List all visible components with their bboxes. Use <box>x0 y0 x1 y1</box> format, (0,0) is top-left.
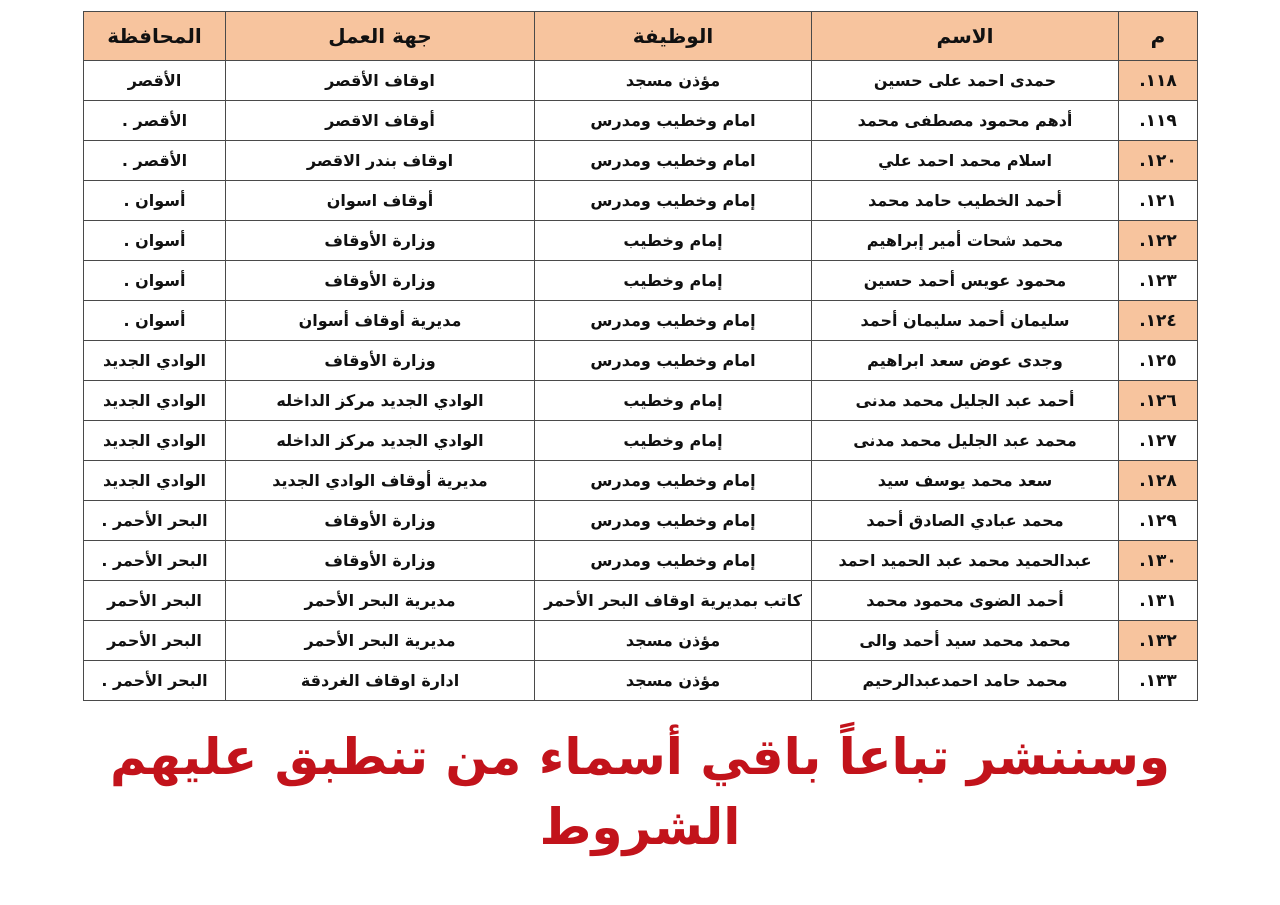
cell-governorate: البحر الأحمر . <box>84 661 226 701</box>
header-num: م <box>1119 12 1198 61</box>
cell-employer: اوقاف بندر الاقصر <box>226 141 535 181</box>
header-employer: جهة العمل <box>226 12 535 61</box>
cell-num: ١٢٨. <box>1119 461 1198 501</box>
cell-name: أحمد عبد الجليل محمد مدنى <box>812 381 1119 421</box>
table-row <box>84 341 1198 381</box>
table-row <box>84 621 1198 661</box>
header-row <box>84 12 1198 61</box>
header-name: الاسم <box>812 12 1119 61</box>
cell-governorate: البحر الأحمر <box>84 621 226 661</box>
header-job: الوظيفة <box>535 12 812 61</box>
cell-job: إمام وخطيب ومدرس <box>535 181 812 221</box>
cell-name: محمد شحات أمير إبراهيم <box>812 221 1119 261</box>
cell-name: سعد محمد يوسف سيد <box>812 461 1119 501</box>
cell-job: إمام وخطيب ومدرس <box>535 301 812 341</box>
cell-name: أحمد الضوى محمود محمد <box>812 581 1119 621</box>
cell-job: كاتب بمديرية اوقاف البحر الأحمر <box>535 581 812 621</box>
cell-name: وجدى عوض سعد ابراهيم <box>812 341 1119 381</box>
cell-employer: مديرية البحر الأحمر <box>226 621 535 661</box>
cell-governorate: الوادي الجديد <box>84 421 226 461</box>
cell-governorate: الوادي الجديد <box>84 381 226 421</box>
cell-employer: الوادي الجديد مركز الداخله <box>226 421 535 461</box>
cell-job: إمام وخطيب ومدرس <box>535 501 812 541</box>
cell-governorate: الأقصر . <box>84 141 226 181</box>
cell-name: محمد عبادي الصادق أحمد <box>812 501 1119 541</box>
table-row <box>84 141 1198 181</box>
cell-num: ١٣٢. <box>1119 621 1198 661</box>
footer-notice: وسننشر تباعاً باقي أسماء من تنطبق عليهم الشروط <box>110 728 1170 856</box>
cell-employer: مديرية البحر الأحمر <box>226 581 535 621</box>
cell-name: حمدى احمد على حسين <box>812 61 1119 101</box>
roster-table <box>83 11 1198 701</box>
cell-job: إمام وخطيب ومدرس <box>535 541 812 581</box>
cell-num: ١١٨. <box>1119 61 1198 101</box>
cell-num: ١٢١. <box>1119 181 1198 221</box>
cell-num: ١٢٩. <box>1119 501 1198 541</box>
cell-employer: اوقاف الأقصر <box>226 61 535 101</box>
cell-job: إمام وخطيب <box>535 261 812 301</box>
cell-employer: الوادي الجديد مركز الداخله <box>226 381 535 421</box>
cell-governorate: البحر الأحمر . <box>84 541 226 581</box>
cell-governorate: أسوان . <box>84 181 226 221</box>
cell-num: ١٣٣. <box>1119 661 1198 701</box>
table-row <box>84 181 1198 221</box>
cell-job: مؤذن مسجد <box>535 61 812 101</box>
cell-employer: وزارة الأوقاف <box>226 541 535 581</box>
cell-employer: ادارة اوقاف الغردقة <box>226 661 535 701</box>
cell-num: ١٢٧. <box>1119 421 1198 461</box>
cell-num: ١٢٢. <box>1119 221 1198 261</box>
cell-job: إمام وخطيب ومدرس <box>535 461 812 501</box>
cell-job: مؤذن مسجد <box>535 661 812 701</box>
table-row <box>84 661 1198 701</box>
cell-name: محمد حامد احمدعبدالرحيم <box>812 661 1119 701</box>
cell-num: ١٢٦. <box>1119 381 1198 421</box>
cell-governorate: الوادي الجديد <box>84 461 226 501</box>
cell-job: امام وخطيب ومدرس <box>535 341 812 381</box>
cell-name: محمد محمد سيد أحمد والى <box>812 621 1119 661</box>
cell-name: عبدالحميد محمد عبد الحميد احمد <box>812 541 1119 581</box>
cell-governorate: أسوان . <box>84 261 226 301</box>
cell-job: امام وخطيب ومدرس <box>535 141 812 181</box>
cell-governorate: أسوان . <box>84 301 226 341</box>
table-row <box>84 421 1198 461</box>
cell-job: إمام وخطيب <box>535 421 812 461</box>
cell-num: ١٢٠. <box>1119 141 1198 181</box>
cell-employer: وزارة الأوقاف <box>226 221 535 261</box>
cell-governorate: الأقصر <box>84 61 226 101</box>
roster-sheet <box>83 11 1197 701</box>
cell-name: اسلام محمد احمد علي <box>812 141 1119 181</box>
cell-governorate: البحر الأحمر . <box>84 501 226 541</box>
cell-num: ١٢٥. <box>1119 341 1198 381</box>
cell-job: إمام وخطيب <box>535 381 812 421</box>
cell-num: ١٢٤. <box>1119 301 1198 341</box>
cell-name: أدهم محمود مصطفى محمد <box>812 101 1119 141</box>
cell-job: مؤذن مسجد <box>535 621 812 661</box>
cell-job: إمام وخطيب <box>535 221 812 261</box>
cell-employer: أوقاف اسوان <box>226 181 535 221</box>
cell-job: امام وخطيب ومدرس <box>535 101 812 141</box>
table-row <box>84 541 1198 581</box>
cell-employer: وزارة الأوقاف <box>226 501 535 541</box>
table-row <box>84 101 1198 141</box>
cell-employer: مديرية أوقاف أسوان <box>226 301 535 341</box>
table-row <box>84 581 1198 621</box>
cell-num: ١٣٠. <box>1119 541 1198 581</box>
table-row <box>84 61 1198 101</box>
cell-name: محمد عبد الجليل محمد مدنى <box>812 421 1119 461</box>
cell-employer: مديرية أوقاف الوادي الجديد <box>226 461 535 501</box>
header-governorate: المحافظة <box>84 12 226 61</box>
roster-body <box>84 61 1198 701</box>
cell-employer: أوقاف الاقصر <box>226 101 535 141</box>
cell-name: سليمان أحمد سليمان أحمد <box>812 301 1119 341</box>
cell-governorate: أسوان . <box>84 221 226 261</box>
cell-num: ١٢٣. <box>1119 261 1198 301</box>
cell-num: ١١٩. <box>1119 101 1198 141</box>
table-row <box>84 381 1198 421</box>
cell-governorate: البحر الأحمر <box>84 581 226 621</box>
cell-name: أحمد الخطيب حامد محمد <box>812 181 1119 221</box>
cell-name: محمود عويس أحمد حسين <box>812 261 1119 301</box>
cell-employer: وزارة الأوقاف <box>226 261 535 301</box>
cell-governorate: الأقصر . <box>84 101 226 141</box>
table-row <box>84 461 1198 501</box>
table-row <box>84 221 1198 261</box>
table-row <box>84 261 1198 301</box>
cell-employer: وزارة الأوقاف <box>226 341 535 381</box>
cell-governorate: الوادي الجديد <box>84 341 226 381</box>
table-row <box>84 301 1198 341</box>
table-row <box>84 501 1198 541</box>
cell-num: ١٣١. <box>1119 581 1198 621</box>
